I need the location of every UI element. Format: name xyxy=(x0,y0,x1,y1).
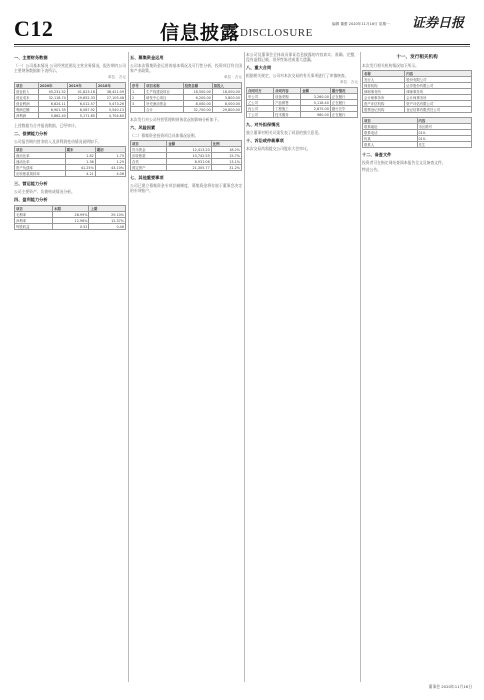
table-row: 速动比率 1.36 1.29 xyxy=(16,159,124,164)
column-divider xyxy=(360,52,361,682)
table-row: 应收账款 10,742.55 15.7% xyxy=(132,153,240,158)
section-heading: 十、诉讼或仲裁事项 xyxy=(246,138,284,143)
asset-table: 项目 金额 比例 货币资金 12,413.20 18.2% 应收账款 10,742.55 15.7% 存货 8,931.06 13.1% 固定资产 21,305.77 31.2% xyxy=(132,142,240,170)
body-paragraph: 公司主要资产、负债构成情况分析。 xyxy=(14,189,75,194)
section-heading: 十二、备查文件 xyxy=(362,152,392,157)
body-paragraph: 本次发行相关机构情况如下所示。 xyxy=(362,63,419,68)
column-divider xyxy=(128,52,129,682)
body-paragraph: 上述数据为合并报表数据，已经审计。 xyxy=(14,123,79,128)
body-paragraph: 本次发行对公司经营管理和财务状况的影响分析如下。 xyxy=(130,117,222,122)
table-row: 净利率 12.96% 12.37% xyxy=(16,218,124,223)
section-heading: 十一、发行相关机构 xyxy=(396,55,438,60)
column-3 xyxy=(246,52,358,687)
section-heading: 一、主要财务数据 xyxy=(14,55,48,60)
profit-table: 项目 本期 上期 毛利率 28.99% 29.10% 净利率 12.96% 12.37% 每股收益 0.52 0.46 xyxy=(16,207,124,229)
body-paragraph: 特此公告。 xyxy=(362,167,381,172)
body-paragraph: （二）募集资金投资项目具体情况说明。 xyxy=(130,133,199,138)
body-paragraph: 独立董事对相关议案发表了同意的独立意见。 xyxy=(246,130,322,135)
table-row: 联系电话 010- xyxy=(363,130,472,136)
table-row: 营业利润 6,824.11 6,012.57 5,473.26 xyxy=(16,101,124,106)
table-row: 资产评估机构 资产评估有限公司 xyxy=(363,101,472,107)
unit-note: 单位：万元 xyxy=(108,75,126,79)
table-row: 保荐机构 证券股份有限公司 xyxy=(363,83,472,89)
financial-table: 项目 2020年 2019年 2018年 营业收入 45,231.52 41,823.16 38,421.09 营业成本 32,118.74 29,652.33 27,105.48 营业利润 6,824.11 6,012.57 5,473.26 利润总额 6,901.35 6,087.92 5,540.13 净利润 5,862.40 5,171.85 4,704.60 xyxy=(16,84,124,118)
page-header xyxy=(0,0,484,44)
section-heading: 九、对外担保情况 xyxy=(246,122,280,127)
header-rule-thin xyxy=(14,46,470,47)
body-paragraph: 投资者可在指定网站查阅本报告全文及备查文件。 xyxy=(362,160,446,165)
table-row: 联系人 先生 xyxy=(363,142,472,148)
table-row: 每股收益 0.52 0.46 xyxy=(16,224,124,229)
body-paragraph: 公司报告期内营业收入及净利润变动情况说明如下。 xyxy=(14,139,102,144)
table-row: 毛利率 28.99% 29.10% xyxy=(16,212,124,217)
section-title-en: DISCLOSURE xyxy=(240,27,313,39)
body-paragraph: （一）公司基本情况 公司经营范围及主营业务情况，报告期内公司主要财务数据如下表所示。 xyxy=(14,63,126,73)
column-1 xyxy=(14,52,126,687)
table-row: 应收账款周转率 4.21 4.08 xyxy=(16,171,124,176)
table-row: 丁公司 技术服务 980.00 正在履行 xyxy=(247,112,358,118)
table-row: 利润总额 6,901.35 6,087.92 5,540.13 xyxy=(16,107,124,112)
table-row: 净利润 5,862.40 5,171.85 4,704.60 xyxy=(16,113,124,118)
table-row: 1 生产线建设项目 18,500.00 16,000.00 xyxy=(132,89,240,94)
body-paragraph: 本公司及董事会全体成员保证信息披露的内容真实、准确、完整，没有虚假记载、误导性陈述或重大遗漏。 xyxy=(246,52,358,62)
table-row: 合计 32,700.00 29,800.00 xyxy=(131,107,242,113)
body-paragraph: 公司已建立募集资金专项存储制度，募集资金将存放于董事会决定的专项账户。 xyxy=(130,183,242,193)
section-heading: 四、盈利能力分析 xyxy=(14,197,48,202)
page-number: C12 xyxy=(14,16,54,41)
table-row: 2 研发中心项目 6,200.00 5,800.00 xyxy=(132,95,240,100)
header-rule xyxy=(14,44,470,45)
table-row: 资产负债率 41.25% 43.10% xyxy=(16,165,124,170)
table-row: 丙公司 工程施工 2,875.00 履行完毕 xyxy=(247,106,358,112)
section-heading: 五、募集资金运用 xyxy=(130,55,164,60)
section-heading: 七、其他重要事项 xyxy=(130,175,164,180)
table-row: 营业收入 45,231.52 41,823.16 38,421.09 xyxy=(16,89,124,94)
masthead-info: 编辑 董蕾 2020年11月16日 星期一 xyxy=(332,22,390,26)
table-row: 乙公司 产品销售 5,118.40 正在履行 xyxy=(247,100,358,106)
table-row: 会计师事务所 会计师事务所 xyxy=(363,95,472,101)
section-title-cn: 信息披露 xyxy=(160,22,241,44)
contact-table: 项目 内容 联系地址 市区路号 联系电话 010- 传真 010- 联系人 先生 xyxy=(362,117,472,148)
column-4 xyxy=(362,52,472,687)
table-row: 固定资产 21,305.77 31.2% xyxy=(132,165,240,170)
table-row: 传真 010- xyxy=(363,136,472,142)
table-row: 3 补充流动资金 8,000.00 8,000.00 xyxy=(132,101,240,106)
column-divider xyxy=(244,52,245,682)
newspaper-brand: 证券日报 xyxy=(412,16,465,31)
unit-note: 单位：万元 xyxy=(224,75,242,79)
agency-table: 名称 内容 发行人 股份有限公司 保荐机构 证券股份有限公司 律师事务所 律师事务所 会计师事务所 会计师事务所 资产评估机构 资产评估有限公司 股票登记机构 登记结算有限责任公司 xyxy=(362,70,472,113)
investment-table: 序号 项目名称 投资总额 拟投入 1 生产线建设项目 18,500.00 16,000.00 2 研发中心项目 6,200.00 5,800.00 3 补充流动资金 8,000.00 8,000.00 合计 32,700.00 29,800.00 xyxy=(132,84,240,112)
unit-note: 单位：万元 xyxy=(340,80,358,84)
table-row: 存货 8,931.06 13.1% xyxy=(132,159,240,164)
body-paragraph: 本次交易尚需提交公司股东大会审议。 xyxy=(246,146,311,151)
body-paragraph: 根据相关规定，公司对本次交易的有关事项进行了审慎核查。 xyxy=(246,73,349,78)
section-heading: 二、偿债能力分析 xyxy=(14,131,48,136)
table-row: 流动比率 1.82 1.75 xyxy=(16,153,124,158)
section-heading: 六、风险因素 xyxy=(130,125,156,130)
section-heading: 三、营运能力分析 xyxy=(14,181,48,186)
table-row: 营业成本 32,118.74 29,652.33 27,105.48 xyxy=(16,95,124,100)
column-2 xyxy=(130,52,242,687)
ratio-table: 项目 期末 期初 流动比率 1.82 1.75 速动比率 1.36 1.29 资产负债率 41.25% 43.10% 应收账款周转率 4.21 4.08 xyxy=(16,148,124,176)
body-paragraph: 公司本次募集资金运用的基本情况及可行性分析，投资项目符合国家产业政策。 xyxy=(130,63,242,73)
table-row: 货币资金 12,413.20 18.2% xyxy=(132,147,240,152)
table-row: 甲公司 设备采购 3,260.00 正在履行 xyxy=(247,94,358,100)
table-row: 律师事务所 律师事务所 xyxy=(363,89,472,95)
table-row: 联系地址 市区路号 xyxy=(363,124,472,130)
section-heading: 八、重大合同 xyxy=(246,65,272,70)
table-row: 股票登记机构 登记结算有限责任公司 xyxy=(363,107,472,113)
contract-table: 合同对方 合同内容 金额 履行情况 甲公司 设备采购 3,260.00 正在履行 乙公司 产品销售 5,118.40 正在履行 丙公司 工程施工 2,875.00 履行完毕 丁公司 技术服务 980.00 正在履行 xyxy=(246,87,358,118)
signature-line: 董事会 2020年11月16日 xyxy=(428,684,472,689)
table-row: 发行人 股份有限公司 xyxy=(363,77,472,83)
